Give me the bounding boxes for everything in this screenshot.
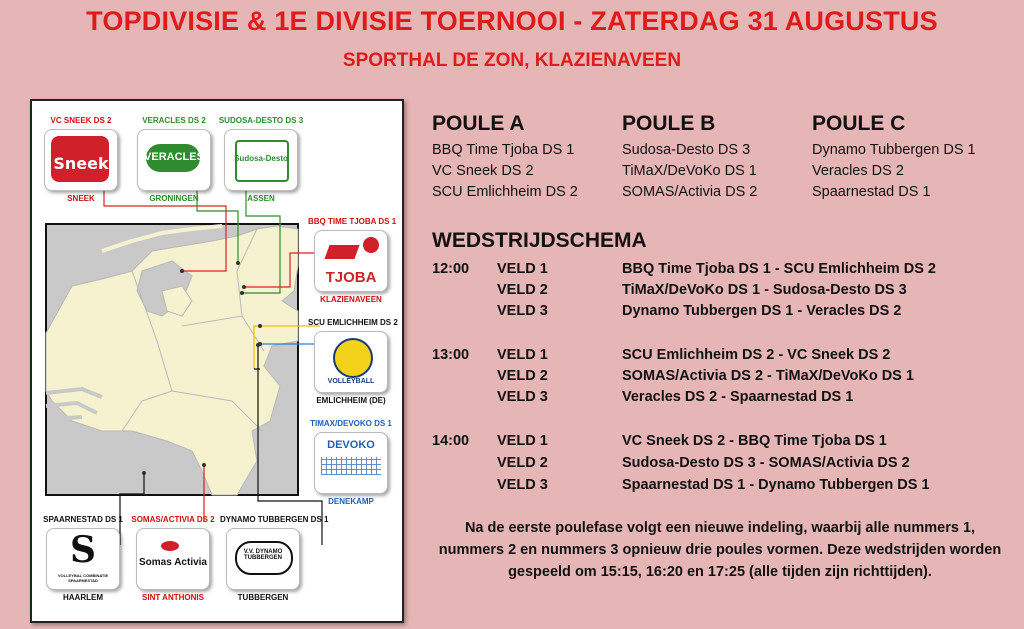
club-name: SCU EMLICHHEIM DS 2 — [308, 318, 398, 327]
poule-team: Dynamo Tubbergen DS 1 — [812, 142, 976, 158]
poule-team: Spaarnestad DS 1 — [812, 184, 931, 200]
match-teams: VC Sneek DS 2 - BBQ Time Tjoba DS 1 — [622, 433, 887, 449]
club-sudosa — [218, 115, 304, 203]
poule-title: POULE A — [432, 112, 525, 135]
match-veld: VELD 1 — [497, 347, 548, 363]
club-spaarnestad — [40, 514, 126, 602]
poule-title: POULE C — [812, 112, 906, 135]
match-veld: VELD 3 — [497, 389, 548, 405]
map-panel — [30, 99, 404, 623]
poule-team: Veracles DS 2 — [812, 163, 904, 179]
club-city: SNEEK — [67, 194, 95, 203]
spaarnestad-logo: S VOLLEYBAL COMBINATIE SPAARNESTAD — [46, 528, 120, 590]
somas-logo: Somas Activia — [136, 528, 210, 590]
poule-team: Sudosa-Desto DS 3 — [622, 142, 751, 158]
match-veld: VELD 3 — [497, 303, 548, 319]
club-city: EMLICHHEIM (DE) — [316, 396, 386, 405]
page-subtitle: SPORTHAL DE ZON, KLAZIENAVEEN — [342, 50, 682, 71]
club-dynamo — [220, 514, 329, 602]
round-time: 14:00 — [432, 433, 470, 449]
tjoba-logo: TJOBA — [314, 230, 388, 292]
match-teams: SOMAS/Activia DS 2 - TiMaX/DeVoKo DS 1 — [622, 368, 914, 384]
devoko-logo: DEVOKO — [314, 432, 388, 494]
scu-logo: VOLLEYBALL — [314, 331, 388, 393]
club-name: TIMAX/DEVOKO DS 1 — [310, 419, 392, 428]
club-city: DENEKAMP — [328, 497, 374, 506]
club-name: VERACLES DS 2 — [142, 116, 206, 125]
match-teams: Sudosa-Desto DS 3 - SOMAS/Activia DS 2 — [622, 455, 910, 471]
match-teams: Dynamo Tubbergen DS 1 - Veracles DS 2 — [622, 303, 902, 319]
poule-team: BBQ Time Tjoba DS 1 — [432, 142, 575, 158]
page-title: TOPDIVISIE & 1E DIVISIE TOERNOOI - ZATERDAG 31 AUGUSTUS — [86, 6, 938, 36]
match-veld: VELD 2 — [497, 282, 548, 298]
poule-c — [812, 112, 976, 203]
match-veld: VELD 2 — [497, 455, 548, 471]
poule-team: TiMaX/DeVoKo DS 1 — [622, 163, 757, 179]
club-sneek — [38, 115, 124, 203]
sneek-logo: Sneek — [44, 129, 118, 191]
sudosa-logo: Sudosa-Desto — [224, 129, 298, 191]
match-teams: TiMaX/DeVoKo DS 1 - Sudosa-Desto DS 3 — [622, 282, 907, 298]
match-veld: VELD 1 — [497, 433, 548, 449]
schedule-title: WEDSTRIJDSCHEMA — [432, 229, 647, 252]
poule-team: SCU Emlichheim DS 2 — [432, 184, 578, 200]
poule-team: VC Sneek DS 2 — [432, 163, 534, 179]
club-name: BBQ TIME TJOBA DS 1 — [308, 217, 397, 226]
club-name: SOMAS/ACTIVIA DS 2 — [131, 515, 215, 524]
match-veld: VELD 1 — [497, 261, 548, 277]
round-time: 13:00 — [432, 347, 470, 363]
match-veld: VELD 3 — [497, 477, 548, 493]
club-name: SPAARNESTAD DS 1 — [43, 515, 123, 524]
poule-team: SOMAS/Activia DS 2 — [622, 184, 758, 200]
club-city: SINT ANTHONIS — [142, 593, 204, 602]
club-name: VC SNEEK DS 2 — [50, 116, 112, 125]
poule-title: POULE B — [622, 112, 716, 135]
round-time: 12:00 — [432, 261, 470, 277]
club-tjoba — [308, 216, 397, 304]
club-city: GRONINGEN — [149, 194, 199, 203]
club-name: DYNAMO TUBBERGEN DS 1 — [220, 515, 329, 524]
club-city: HAARLEM — [63, 593, 103, 602]
club-city: TUBBERGEN — [237, 593, 289, 602]
match-teams: Spaarnestad DS 1 - Dynamo Tubbergen DS 1 — [622, 477, 930, 493]
club-name: SUDOSA-DESTO DS 3 — [218, 116, 304, 125]
club-scu — [308, 317, 398, 405]
footnote: Na de eerste poulefase volgt een nieuwe indeling, waarbij alle nummers 1, nummers 2 en nummers 3 opnieuw drie poules vormen. Deze wedstrijden worden gespeeld om 15:15, 16:20 en 17:25 (alle tijden zijn richttijden). — [438, 520, 1002, 580]
club-city: ASSEN — [247, 194, 275, 203]
veracles-logo: VERACLES — [137, 129, 211, 191]
club-city: KLAZIENAVEEN — [320, 295, 382, 304]
match-teams: Veracles DS 2 - Spaarnestad DS 1 — [622, 389, 854, 405]
match-teams: SCU Emlichheim DS 2 - VC Sneek DS 2 — [622, 347, 891, 363]
match-teams: BBQ Time Tjoba DS 1 - SCU Emlichheim DS 2 — [622, 261, 936, 277]
club-timax — [308, 418, 394, 506]
match-veld: VELD 2 — [497, 368, 548, 384]
club-somas — [130, 514, 216, 602]
club-veracles — [131, 115, 217, 203]
poule-a — [432, 112, 578, 203]
poule-b — [622, 112, 757, 203]
dynamo-logo: V.V. DYNAMO TUBBERGEN — [226, 528, 300, 590]
